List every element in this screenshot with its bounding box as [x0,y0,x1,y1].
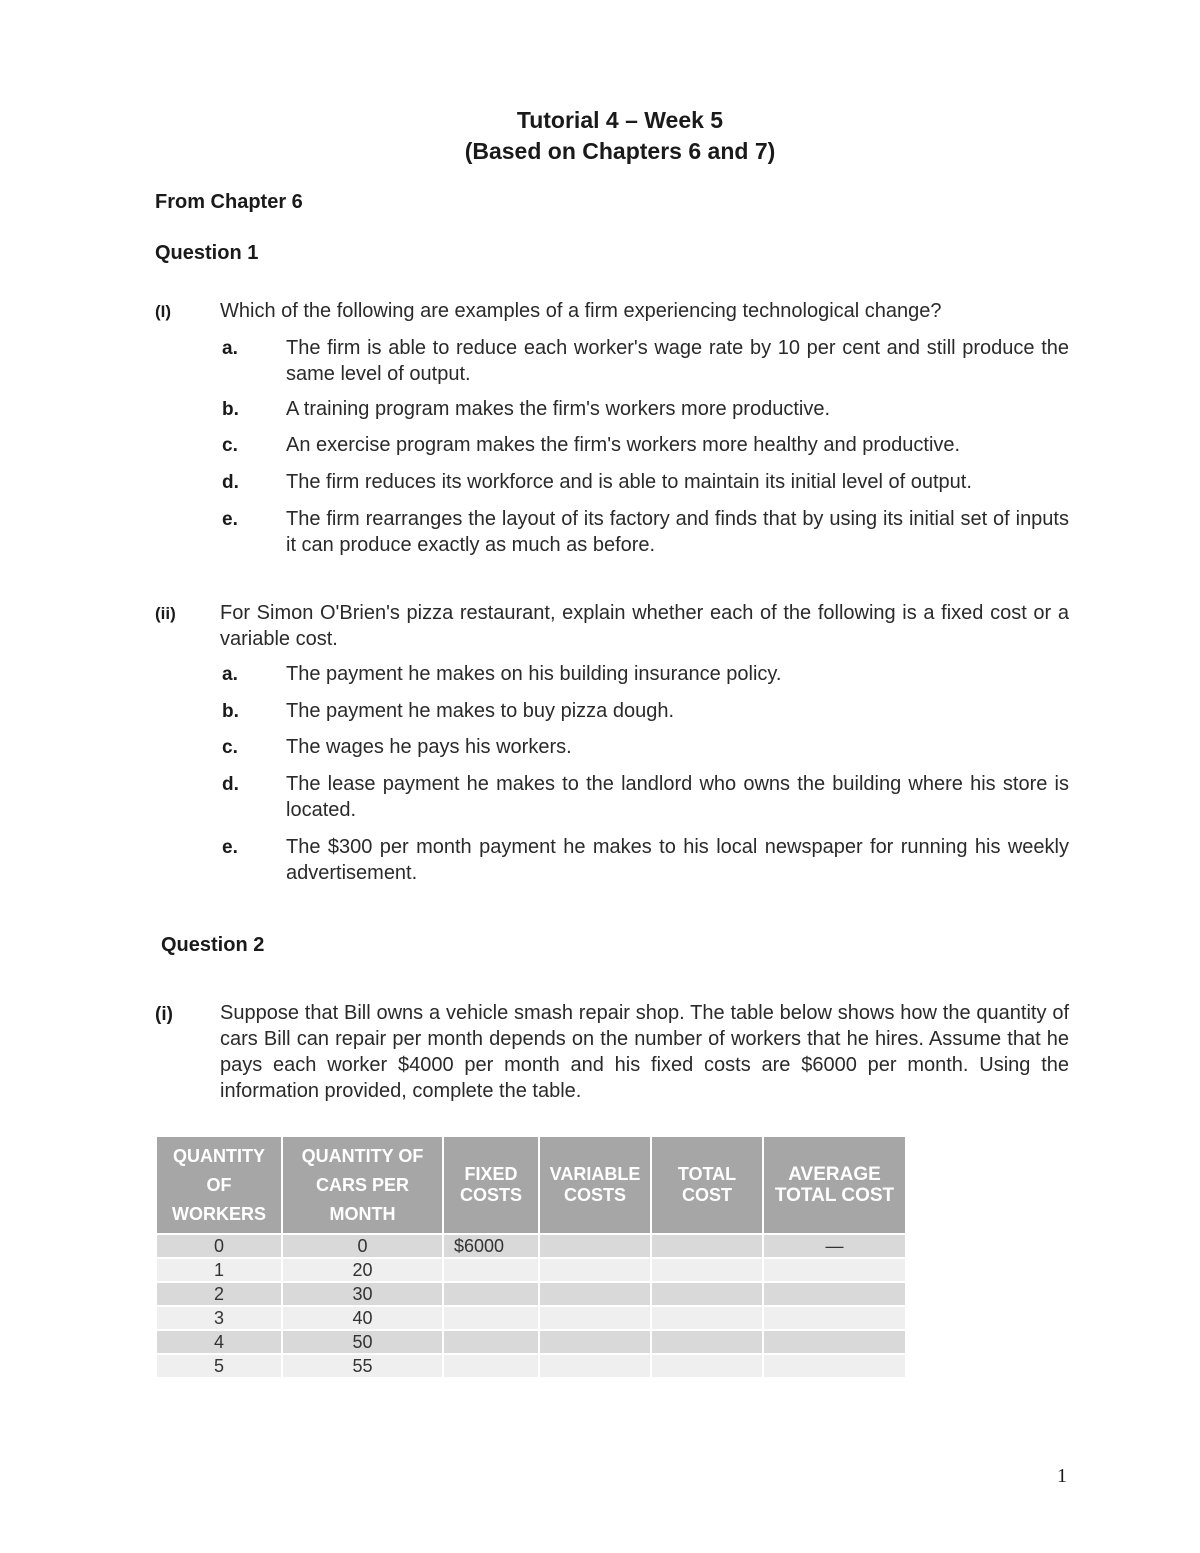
cell-average-total-cost [764,1355,905,1377]
q1i-item-b-letter: b. [222,399,239,420]
q1ii-item-e-letter: e. [222,837,238,858]
cell-workers: 4 [157,1331,281,1353]
cell-fixed-costs: $6000 [444,1235,538,1257]
cell-variable-costs [540,1331,650,1353]
cell-fixed-costs [444,1259,538,1281]
title-line-2: (Based on Chapters 6 and 7) [464,138,776,164]
header-variable-costs [540,1137,650,1233]
table-row [157,1283,905,1305]
q1i-item-c-letter: c. [222,435,238,456]
header-fixed-line-1: FIXED [464,1164,518,1184]
q1-part-ii-label: (ii) [155,604,176,623]
q1i-item-d-letter: d. [222,472,239,493]
cell-average-total-cost: — [764,1235,905,1257]
table-row [157,1259,905,1281]
cell-fixed-costs [444,1283,538,1305]
table-header-row [157,1137,905,1233]
cost-table [155,1135,907,1379]
cell-variable-costs [540,1355,650,1377]
cell-variable-costs [540,1307,650,1329]
cell-workers: 1 [157,1259,281,1281]
q2-part-i-label: (i) [155,1004,173,1025]
cell-variable-costs [540,1259,650,1281]
header-quantity-of-workers [157,1137,281,1233]
header-quantity-of-cars [283,1137,442,1233]
q1ii-item-c-text: The wages he pays his workers. [286,736,572,758]
table-row [157,1355,905,1377]
cell-fixed-costs [444,1307,538,1329]
cell-total-cost [652,1331,762,1353]
cell-workers: 0 [157,1235,281,1257]
header-workers-line-1: QUANTITY [173,1145,265,1166]
cell-fixed-costs [444,1355,538,1377]
q1-part-i-label: (I) [155,302,172,321]
header-workers-line-2: OF [206,1174,232,1195]
q1-part-ii-text: For Simon O'Brien's pizza restaurant, explain whether each of the following is a fixed cost or a variable cost. [220,602,1069,650]
cell-variable-costs [540,1235,650,1257]
question-1-heading: Question 1 [155,242,259,264]
q1ii-item-e-text: The $300 per month payment he makes to his local newspaper for running his weekly advertisement. [286,836,1069,884]
cell-total-cost [652,1235,762,1257]
cell-total-cost [652,1259,762,1281]
header-variable-line-2: COSTS [563,1185,626,1205]
q1i-item-c-text: An exercise program makes the firm's workers more healthy and productive. [286,434,961,456]
header-average-line-2: TOTAL COST [774,1185,895,1206]
q1ii-item-a-letter: a. [222,664,238,685]
q1ii-item-d-letter: d. [222,774,239,795]
cell-workers: 5 [157,1355,281,1377]
q1-part-i-text: Which of the following are examples of a firm experiencing technological change? [220,300,942,322]
q1ii-item-c-letter: c. [222,737,238,758]
cell-fixed-costs [444,1331,538,1353]
cell-cars: 0 [283,1235,442,1257]
q1ii-item-b-letter: b. [222,701,239,722]
header-total-cost [652,1137,762,1233]
header-cars-line-3: MONTH [329,1203,396,1224]
header-cars-line-2: CARS PER [315,1174,409,1195]
q1ii-item-d-text: The lease payment he makes to the landlord who owns the building where his store is located. [286,773,1069,821]
cell-cars: 30 [283,1283,442,1305]
q1ii-item-a-text: The payment he makes on his building insurance policy. [286,663,782,685]
q1i-item-b-text: A training program makes the firm's workers more productive. [286,398,831,420]
header-total-line-2: COST [681,1185,732,1205]
cell-workers: 3 [157,1307,281,1329]
q1i-item-e-letter: e. [222,509,238,530]
cell-cars: 40 [283,1307,442,1329]
q2-part-i-text: Suppose that Bill owns a vehicle smash repair shop. The table below shows how the quantity of cars Bill can repair per month depends on the number of workers that he hires. Assume that he pays each worker $4000 per month and his fixed costs are $6000 per month. Using the information provided, complete the table. [220,1002,1069,1102]
cell-cars: 55 [283,1355,442,1377]
cell-average-total-cost [764,1259,905,1281]
q1i-item-d-text: The firm reduces its workforce and is able to maintain its initial level of output. [286,471,972,493]
cell-average-total-cost [764,1331,905,1353]
cell-average-total-cost [764,1283,905,1305]
q1ii-item-b-text: The payment he makes to buy pizza dough. [286,700,675,722]
q1i-item-e-text: The firm rearranges the layout of its factory and finds that by using its initial set of inputs it can produce exactly as much as before. [286,508,1069,556]
cell-variable-costs [540,1283,650,1305]
header-average-total-cost [764,1137,905,1233]
page-number: 1 [1057,1465,1067,1487]
cell-total-cost [652,1307,762,1329]
cell-total-cost [652,1355,762,1377]
q1i-item-a-letter: a. [222,338,238,359]
question-2-heading: Question 2 [161,934,265,956]
cell-average-total-cost [764,1307,905,1329]
header-total-line-1: TOTAL [677,1164,737,1184]
header-fixed-line-2: COSTS [459,1185,522,1205]
table-row [157,1307,905,1329]
header-average-line-1: AVERAGE [788,1164,881,1185]
header-variable-line-1: VARIABLE [549,1164,641,1184]
cell-total-cost [652,1283,762,1305]
cell-cars: 20 [283,1259,442,1281]
chapter-heading: From Chapter 6 [155,191,303,213]
cell-workers: 2 [157,1283,281,1305]
table-row [157,1235,905,1257]
table-row [157,1331,905,1353]
q1i-item-a-text: The firm is able to reduce each worker's wage rate by 10 per cent and still produce the same level of output. [286,337,1069,385]
header-fixed-costs [444,1137,538,1233]
title-line-1: Tutorial 4 – Week 5 [516,107,724,133]
cell-cars: 50 [283,1331,442,1353]
header-workers-line-3: WORKERS [172,1203,266,1224]
header-cars-line-1: QUANTITY OF [301,1145,424,1166]
